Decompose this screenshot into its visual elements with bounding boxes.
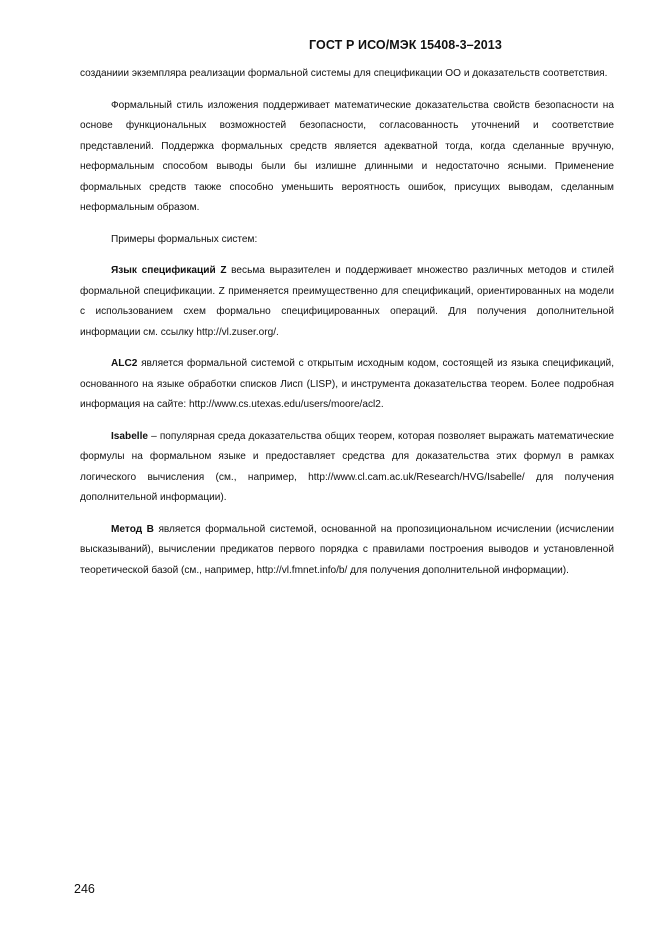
text-acl2: является формальной системой с открытым исходным кодом, состоящей из языка спецификаций, основанного на языке обработки списков Лисп (LISP), и инструмента доказательства теорем. Более подробная информация на сайте: http://www.cs.utexas.edu/users/moore/acl2. [80,358,614,410]
document-header: ГОСТ Р ИСО/МЭК 15408-3–2013 [309,38,502,52]
term-isabelle: Isabelle [111,430,149,442]
page-number: 246 [74,882,95,896]
term-acl2: ALC2 [111,358,138,369]
paragraph-b-method [80,520,614,582]
term-z: Язык спецификаций Z [111,265,227,276]
paragraph-acl2 [80,354,614,416]
paragraph-continuation: созданиии экземпляра реализации формальной системы для спецификации ОО и доказательств соответствия. [80,68,608,79]
text-b-method: является формальной системой, основанной на пропозициональном исчислении (исчислении высказываний), вычислении предикатов первого порядка с правилами построения выводов и установленной теоретической базой (см., например, http://vl.fmnet.info/b/ для получения дополнительной информации). [80,523,614,576]
paragraph-z-notation [80,261,614,343]
term-b-method: Метод В [111,523,154,535]
paragraph-isabelle [80,427,614,509]
paragraph-examples-intro: Примеры формальных систем: [111,233,258,245]
text-z: весьма выразителен и поддерживает множество различных методов и стилей формальной спецификации. Z применяется преимущественно для спецификаций, ориентированных на модели с использованием схем формально специфицированных операций. Для получения дополнительной информации см. ссылку http://vl.zuser.org/. [80,265,614,338]
text-isabelle: – популярная среда доказательства общих теорем, которая позволяет выражать математические формулы на формальном языке и предоставляет средства для доказательства этих формул в рамках логического вычисления (см., например, http://www.cl.cam.ac.uk/Research/HVG/Isabelle/ для получения дополнительной информации). [80,430,614,503]
document-body [80,64,614,592]
paragraph-formal-style: Формальный стиль изложения поддерживает математические доказательства свойств безопасности на основе функциональных возможностей безопасности, согласованность уточнений и соответствие представлений. Поддержка формальных средств является адекватной тогда, когда сделанные вручную, неформальным способом выводы были бы излишне длинными и недостаточно ясными. Применение формальных средств также способно уменьшить вероятность ошибок, присущих выводам, сделанным неформальным образом. [80,99,614,213]
